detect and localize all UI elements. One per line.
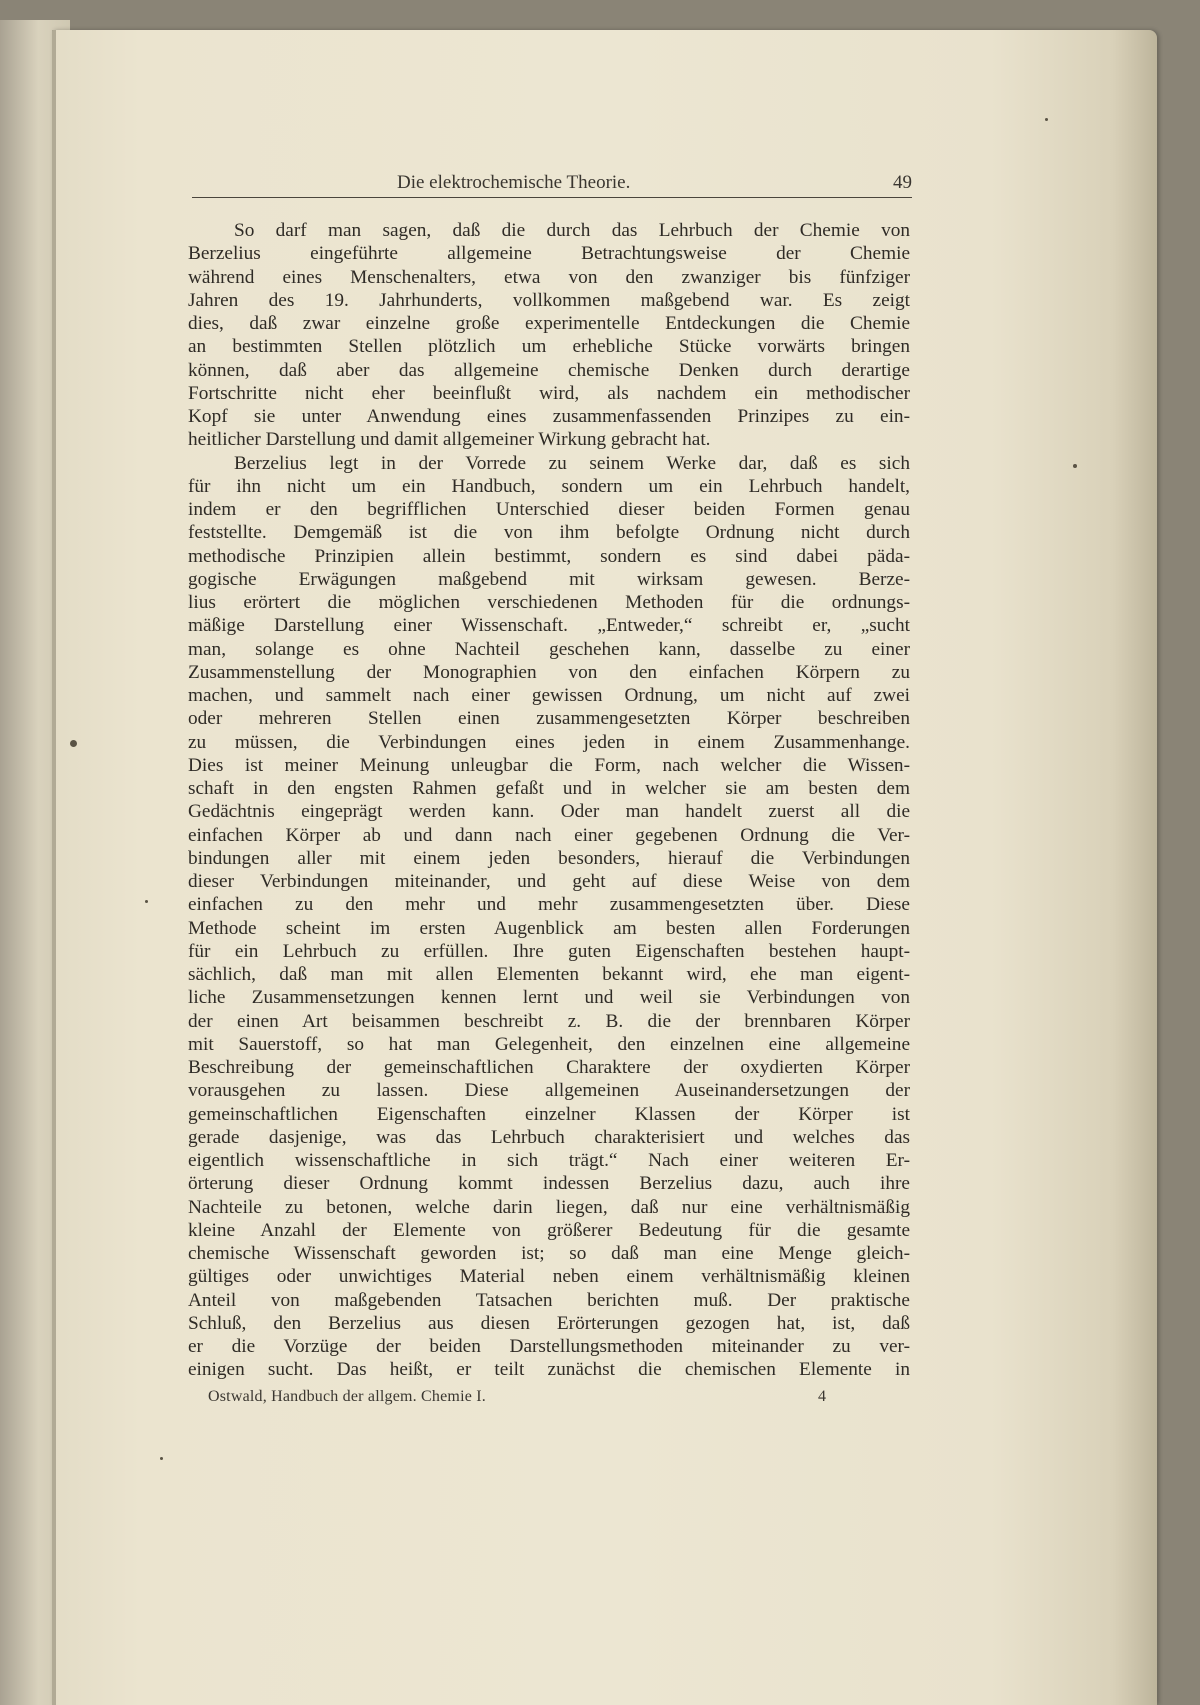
text-line: gemeinschaftlichen Eigenschaften einzelner Klassen der Körper ist xyxy=(188,1103,910,1125)
text-line: mit Sauerstoff, so hat man Gelegenheit, den einzelnen eine allgemeine xyxy=(188,1033,910,1055)
text-line: liche Zusammensetzungen kennen lernt und weil sie Verbindungen von xyxy=(188,987,910,1009)
text-line: vorausgehen zu lassen. Diese allgemeinen Auseinandersetzungen der xyxy=(188,1080,910,1102)
text-line: für ihn nicht um ein Handbuch, sondern um ein Lehrbuch handelt, xyxy=(188,475,910,497)
spine-crease xyxy=(52,30,56,1705)
text-line: an bestimmten Stellen plötzlich um erhebliche Stücke vorwärts bringen xyxy=(188,336,910,358)
text-line: sächlich, daß man mit allen Elementen bekannt wird, ehe man eigent- xyxy=(188,964,910,985)
text-line: bindungen aller mit einem jeden besonders, hierauf die Verbindungen xyxy=(188,847,910,869)
text-line: Berzelius eingeführte allgemeine Betrachtungsweise der Chemie xyxy=(188,243,910,265)
text-line: können, daß aber das allgemeine chemische Denken durch derartige xyxy=(188,359,910,381)
paper-speck xyxy=(1045,118,1048,121)
header-rule xyxy=(192,197,912,198)
text-line: eigentlich wissenschaftliche in sich trägt.“ Nach einer weiteren Er- xyxy=(188,1150,910,1171)
text-line: Beschreibung der gemeinschaftlichen Charaktere der oxydierten Körper xyxy=(188,1057,910,1078)
text-line: Jahren des 19. Jahrhunderts, vollkommen maßgebend war. Es zeigt xyxy=(188,289,910,311)
text-line: Zusammenstellung der Monographien von den einfachen Körpern zu xyxy=(188,661,910,683)
footer-citation: Ostwald, Handbuch der allgem. Chemie I. xyxy=(208,1388,486,1405)
text-line: Anteil von maßgebenden Tatsachen berichten muß. Der praktische xyxy=(188,1289,910,1311)
text-line: Kopf sie unter Anwendung eines zusammenfassenden Prinzipes zu ein- xyxy=(188,406,910,427)
text-line: Methode scheint im ersten Augenblick am besten allen Forderungen xyxy=(188,917,910,939)
text-line: Fortschritte nicht eher beeinflußt wird, als nachdem ein methodischer xyxy=(188,382,910,404)
text-line: gogische Erwägungen maßgebend mit wirksam gewesen. Berze- xyxy=(188,568,910,590)
text-line: lius erörtert die möglichen verschiedenen Methoden für die ordnungs- xyxy=(188,592,910,613)
text-line: gerade dasjenige, was das Lehrbuch charakterisiert und welches das xyxy=(188,1126,910,1148)
text-line: zu müssen, die Verbindungen eines jeden in einem Zusammenhange. xyxy=(188,731,910,753)
text-line: schaft in den engsten Rahmen gefaßt und in welcher sie am besten dem xyxy=(188,778,910,799)
text-line: der einen Art beisammen beschreibt z. B. die der brennbaren Körper xyxy=(188,1010,910,1032)
page-footer xyxy=(208,1388,848,1412)
text-line: methodische Prinzipien allein bestimmt, sondern es sind dabei päda- xyxy=(188,545,910,567)
text-line: man, solange es ohne Nachteil geschehen kann, dasselbe zu einer xyxy=(188,638,910,660)
text-line: chemische Wissenschaft geworden ist; so daß man eine Menge gleich- xyxy=(188,1243,910,1264)
text-line: während eines Menschenalters, etwa von den zwanziger bis fünfziger xyxy=(188,266,910,288)
text-line: Berzelius legt in der Vorrede zu seinem Werke dar, daß es sich xyxy=(234,452,910,474)
text-line: oder mehreren Stellen einen zusammengesetzten Körper beschreiben xyxy=(188,708,910,730)
text-line: Nachteile zu betonen, welche darin liegen, daß nur eine verhältnismäßig xyxy=(188,1196,910,1218)
text-line: Gedächtnis eingeprägt werden kann. Oder man handelt zuerst all die xyxy=(188,801,910,823)
text-line: heitlicher Darstellung und damit allgemeiner Wirkung gebracht hat. xyxy=(188,429,711,451)
text-line: Dies ist meiner Meinung unleugbar die Form, nach welcher die Wissen- xyxy=(188,754,910,776)
text-line: einigen sucht. Das heißt, er teilt zunächst die chemischen Elemente in xyxy=(188,1359,910,1381)
text-line: einfachen zu den mehr und mehr zusammengesetzten über. Diese xyxy=(188,894,910,916)
text-line: örterung dieser Ordnung kommt indessen Berzelius dazu, auch ihre xyxy=(188,1173,910,1195)
text-line: dies, daß zwar einzelne große experimentelle Entdeckungen die Chemie xyxy=(188,313,910,334)
paper-speck xyxy=(160,1457,163,1460)
body-text xyxy=(188,219,910,1382)
text-line: indem er den begrifflichen Unterschied dieser beiden Formen genau xyxy=(188,499,910,520)
paper-speck xyxy=(1073,464,1077,468)
text-line: einfachen Körper ab und dann nach einer gegebenen Ordnung die Ver- xyxy=(188,824,910,846)
paper-speck xyxy=(70,740,77,747)
page-number: 49 xyxy=(893,172,912,193)
text-line: er die Vorzüge der beiden Darstellungsmethoden miteinander zu ver- xyxy=(188,1336,910,1357)
text-line: mäßige Darstellung einer Wissenschaft. „Entweder,“ schreibt er, „sucht xyxy=(188,615,910,637)
running-header xyxy=(192,172,912,198)
text-line: Schluß, den Berzelius aus diesen Erörterungen gezogen hat, ist, daß xyxy=(188,1312,910,1334)
running-title: Die elektrochemische Theorie. xyxy=(397,172,631,193)
paper-speck xyxy=(145,900,148,903)
text-line: So darf man sagen, daß die durch das Lehrbuch der Chemie von xyxy=(234,220,910,241)
text-line: dieser Verbindungen miteinander, und geht auf diese Weise von dem xyxy=(188,871,910,892)
text-line: machen, und sammelt nach einer gewissen Ordnung, um nicht auf zwei xyxy=(188,685,910,706)
text-line: für ein Lehrbuch zu erfüllen. Ihre guten Eigenschaften bestehen haupt- xyxy=(188,940,910,962)
text-line: feststellte. Demgemäß ist die von ihm befolgte Ordnung nicht durch xyxy=(188,522,910,544)
text-line: kleine Anzahl der Elemente von größerer Bedeutung für die gesamte xyxy=(188,1219,910,1241)
text-line: gültiges oder unwichtiges Material neben einem verhältnismäßig kleinen xyxy=(188,1266,910,1288)
signature-mark: 4 xyxy=(818,1388,826,1405)
